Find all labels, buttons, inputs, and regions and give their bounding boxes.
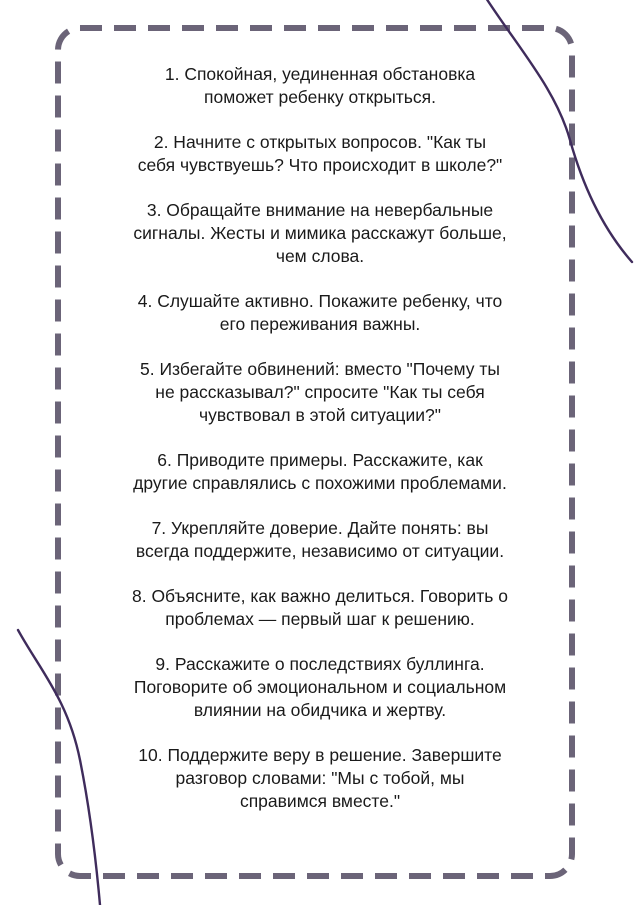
tip-line: его переживания важны. bbox=[219, 314, 421, 334]
tip-line: всегда поддержите, независимо от ситуации. bbox=[135, 541, 505, 561]
tip-line: влиянии на обидчика и жертву. bbox=[193, 700, 447, 720]
tip-line: другие справлялись с похожими проблемами. bbox=[133, 473, 507, 493]
tip-line: 7. Укрепляйте доверие. Дайте понять: вы bbox=[151, 518, 489, 538]
tip-item bbox=[70, 131, 570, 177]
tip-line: 9. Расскажите о последствиях буллинга. bbox=[155, 654, 485, 674]
tip-line: справимся вместе." bbox=[239, 791, 401, 811]
tip-line: 6. Приводите примеры. Расскажите, как bbox=[157, 450, 483, 470]
tip-line: 5. Избегайте обвинений: вместо "Почему ты bbox=[140, 359, 500, 379]
tip-line: 3. Обращайте внимание на невербальные bbox=[146, 200, 494, 220]
tip-line: 8. Объясните, как важно делиться. Говорить о bbox=[131, 586, 509, 606]
tip-item bbox=[70, 63, 570, 109]
tip-line: Поговорите об эмоциональном и социальном bbox=[133, 677, 507, 697]
tip-line: 4. Слушайте активно. Покажите ребенку, что bbox=[137, 291, 503, 311]
tip-line: разговор словами: "Мы с тобой, мы bbox=[175, 768, 465, 788]
tip-line: 2. Начните с открытых вопросов. "Как ты bbox=[153, 132, 487, 152]
tip-line: проблемах — первый шаг к решению. bbox=[165, 609, 475, 629]
tip-item bbox=[70, 290, 570, 336]
tip-item bbox=[70, 744, 570, 813]
tip-item bbox=[70, 199, 570, 268]
tip-item bbox=[70, 358, 570, 427]
tip-line: 1. Спокойная, уединенная обстановка bbox=[164, 64, 476, 84]
tip-item bbox=[70, 517, 570, 563]
tip-line: поможет ребенку открыться. bbox=[203, 87, 437, 107]
tip-line: не рассказывал?" спросите "Как ты себя bbox=[155, 382, 485, 402]
tips-list bbox=[70, 63, 570, 835]
tip-line: 10. Поддержите веру в решение. Завершите bbox=[138, 745, 502, 765]
tip-item bbox=[70, 653, 570, 722]
tip-line: чем слова. bbox=[275, 246, 365, 266]
tip-line: чувствовал в этой ситуации?" bbox=[199, 405, 441, 425]
tip-line: сигналы. Жесты и мимика расскажут больше, bbox=[133, 223, 507, 243]
tip-line: себя чувствуешь? Что происходит в школе?" bbox=[137, 155, 503, 175]
tip-item bbox=[70, 585, 570, 631]
tip-item bbox=[70, 449, 570, 495]
